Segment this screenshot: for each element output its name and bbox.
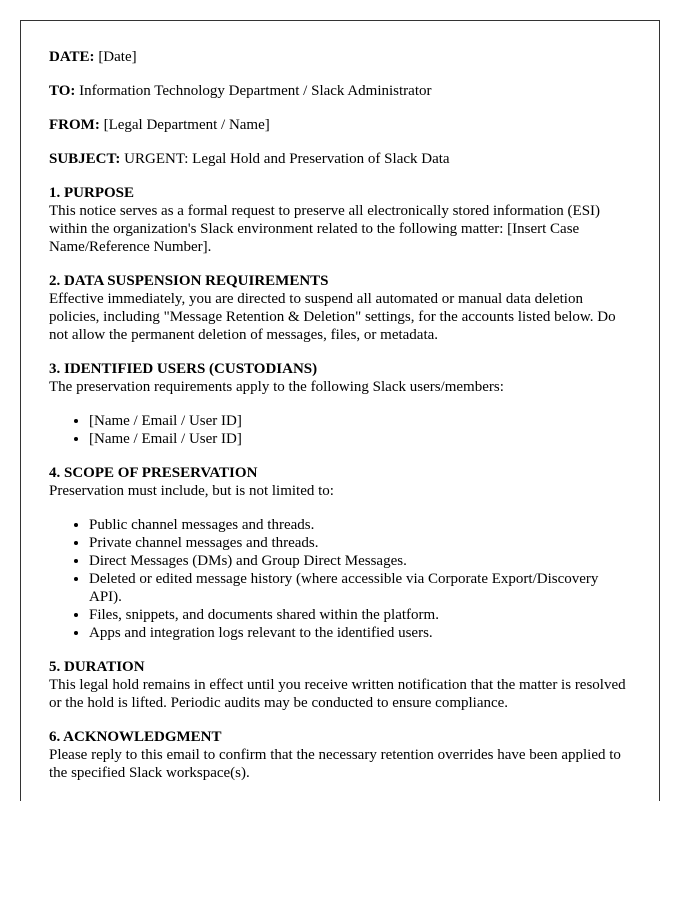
section-body: The preservation requirements apply to the following Slack users/members: <box>49 379 504 395</box>
list-item: • Direct Messages (DMs) and Group Direct Messages. <box>89 552 631 570</box>
section-body: Please reply to this email to confirm that the necessary retention overrides have been applied to the specified Slack workspace(s). <box>49 747 621 781</box>
section-heading: 3. IDENTIFIED USERS (CUSTODIANS) <box>49 361 318 377</box>
from-value: [Legal Department / Name] <box>99 117 270 133</box>
section-body: This legal hold remains in effect until you receive written notification that the matter is resolved or the hold is lifted. Periodic audits may be conducted to ensure compliance. <box>49 677 626 711</box>
section-scope <box>49 464 631 642</box>
section-duration <box>49 658 631 712</box>
section-heading: 2. DATA SUSPENSION REQUIREMENTS <box>49 273 329 289</box>
scope-list <box>49 516 631 642</box>
subject-field <box>49 150 631 168</box>
section-body: This notice serves as a formal request to preserve all electronically stored information (ESI) within the organization's Slack environment related to the following matter: [Insert Case Name/Reference Number]. <box>49 203 601 255</box>
list-item: • Files, snippets, and documents shared within the platform. <box>89 606 631 624</box>
to-value: Information Technology Department / Slack Administrator <box>75 83 432 99</box>
section-body: Effective immediately, you are directed to suspend all automated or manual data deletion policies, including "Message Retention & Deletion" settings, for the accounts listed below. Do not allow the permanent deletion of messages, files, or metadata. <box>49 291 616 343</box>
subject-label: SUBJECT: <box>49 151 121 167</box>
custodian-list <box>49 412 631 448</box>
section-data-suspension <box>49 272 631 344</box>
section-acknowledgment <box>49 728 631 782</box>
section-purpose <box>49 184 631 256</box>
date-label: DATE: <box>49 49 95 65</box>
list-item: • Public channel messages and threads. <box>89 516 631 534</box>
subject-value: URGENT: Legal Hold and Preservation of Slack Data <box>120 151 450 167</box>
list-item: • Deleted or edited message history (where accessible via Corporate Export/Discovery API). <box>89 570 631 606</box>
from-label: FROM: <box>49 117 100 133</box>
section-heading: 5. DURATION <box>49 659 145 675</box>
list-item: • Apps and integration logs relevant to the identified users. <box>89 624 631 642</box>
to-field <box>49 82 631 100</box>
date-value: [Date] <box>94 49 137 65</box>
to-label: TO: <box>49 83 76 99</box>
section-body: Preservation must include, but is not limited to: <box>49 483 334 499</box>
from-field <box>49 116 631 134</box>
section-heading: 4. SCOPE OF PRESERVATION <box>49 465 258 481</box>
legal-hold-notice <box>20 20 660 801</box>
list-item: • [Name / Email / User ID] <box>89 412 631 430</box>
date-field <box>49 48 631 66</box>
list-item: • Private channel messages and threads. <box>89 534 631 552</box>
section-identified-users <box>49 360 631 448</box>
section-heading: 1. PURPOSE <box>49 185 135 201</box>
section-heading: 6. ACKNOWLEDGMENT <box>49 729 222 745</box>
list-item: • [Name / Email / User ID] <box>89 430 631 448</box>
